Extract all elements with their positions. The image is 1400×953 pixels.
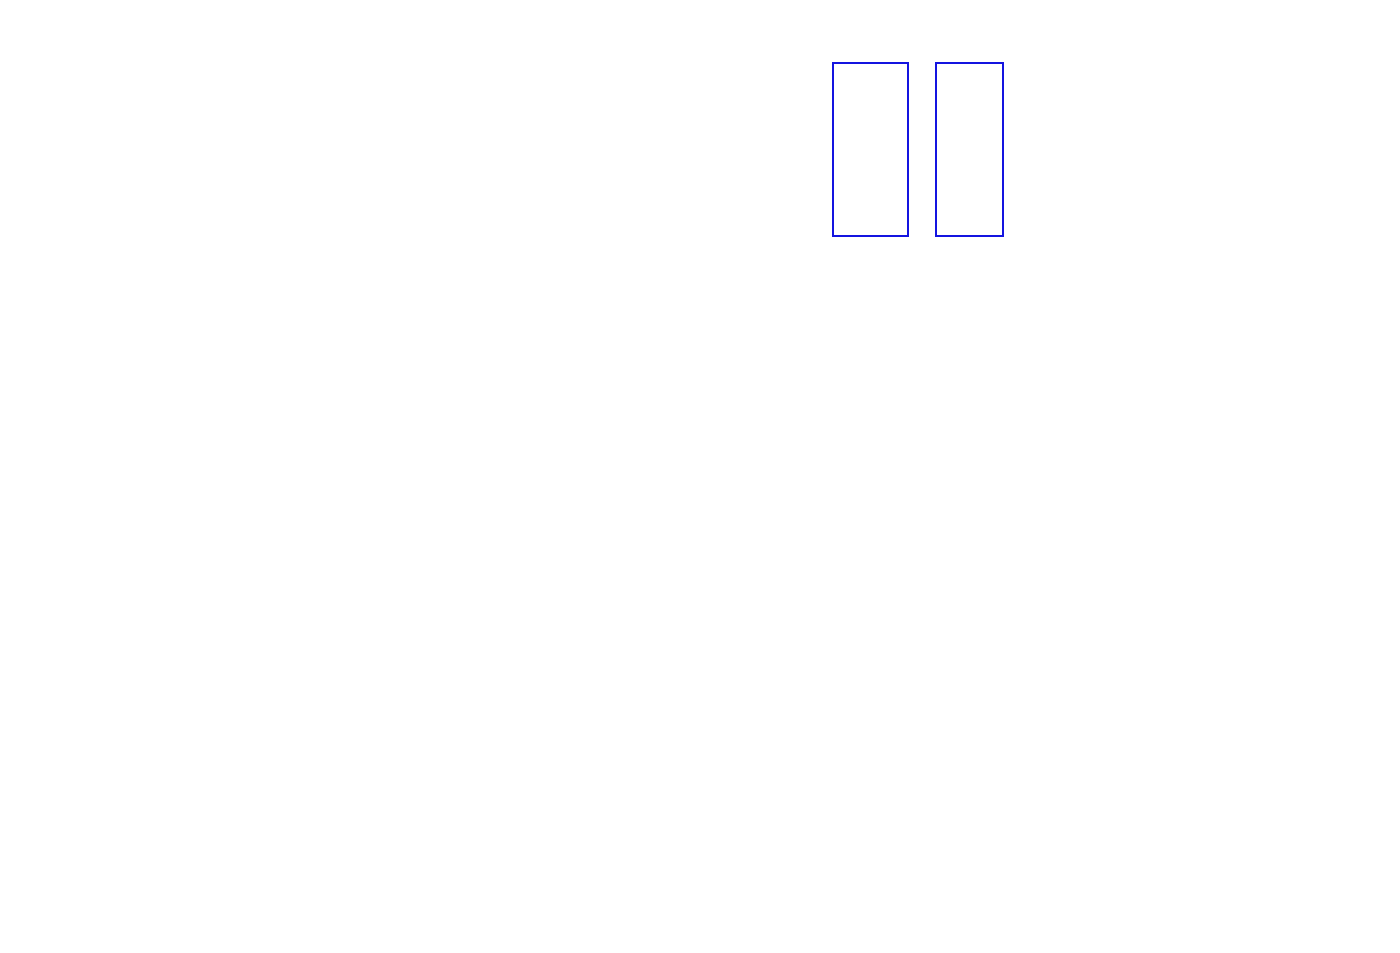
line-fit-plot [1018,52,1310,242]
with-sky-image [832,62,909,237]
hsc-z-image [0,0,212,172]
full-spectrum-plot [60,298,1350,463]
clean-image [935,62,1004,237]
